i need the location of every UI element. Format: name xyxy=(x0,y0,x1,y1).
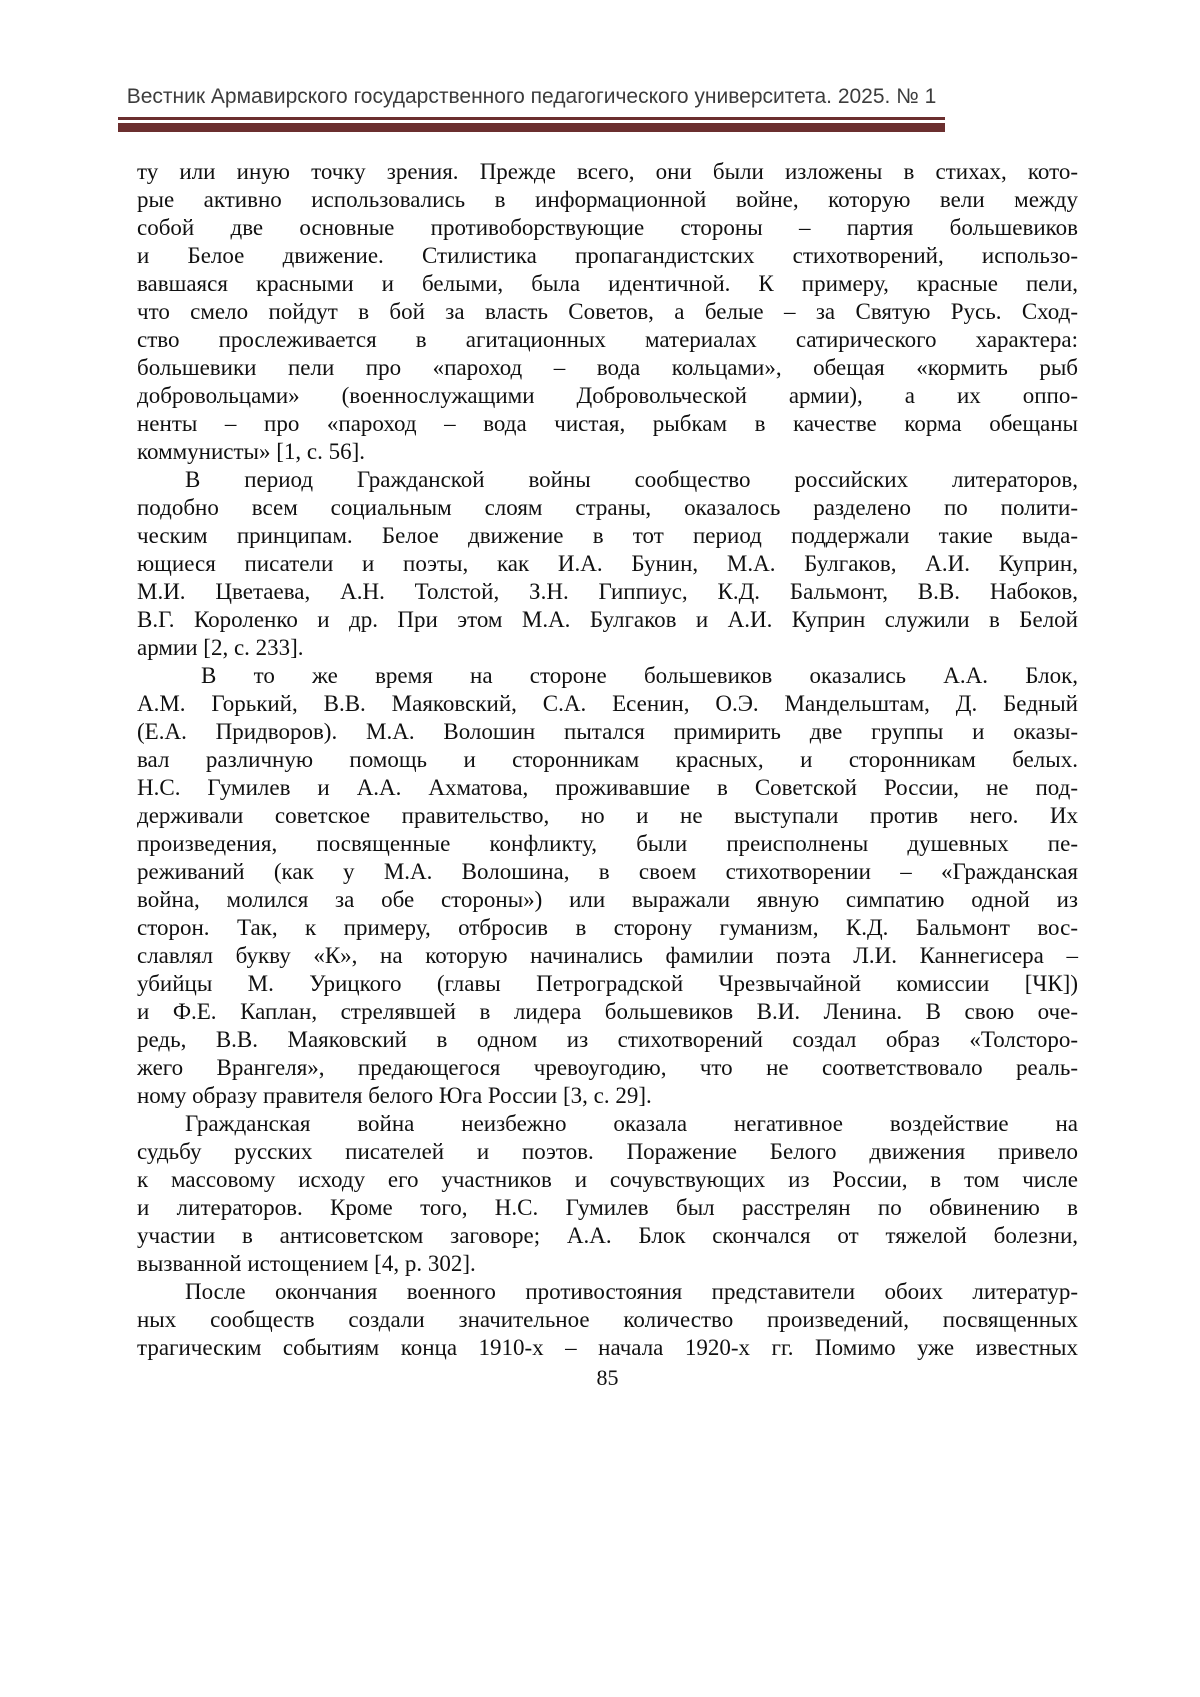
text-line: вавшаяся красными и белыми, была идентичной. К примеру, красные пели, xyxy=(137,271,1078,296)
text-line: славлял букву «К», на которую начинались фамилии поэта Л.И. Каннегисера – xyxy=(137,943,1078,968)
text-line: коммунисты» [1, с. 56]. xyxy=(137,439,366,464)
text-line: ческим принципам. Белое движение в тот период поддержали такие выда- xyxy=(137,523,1078,548)
text-line: ненты – про «пароход – вода чистая, рыбкам в качестве корма обещаны xyxy=(137,411,1078,436)
text-line: произведения, посвященные конфликту, были преисполнены душевных пе- xyxy=(137,831,1078,856)
text-line: добровольцами» (военнослужащими Добровольческой армии), а их оппо- xyxy=(137,383,1078,408)
header-rule xyxy=(118,117,945,132)
text-line: реживаний (как у М.А. Волошина, в своем стихотворении – «Гражданская xyxy=(137,859,1078,884)
text-line: что смело пойдут в бой за власть Советов, а белые – за Святую Русь. Сход- xyxy=(137,299,1078,324)
paragraph xyxy=(137,1110,1078,1278)
text-line: ство прослеживается в агитационных материалах сатирического характера: xyxy=(137,327,1078,352)
text-line: В период Гражданской войны сообщество российских литераторов, xyxy=(185,467,1078,492)
text-line: ту или иную точку зрения. Прежде всего, они были изложены в стихах, кото- xyxy=(137,159,1078,184)
text-line: После окончания военного противостояния представители обоих литератур- xyxy=(185,1279,1078,1304)
text-line: Гражданская война неизбежно оказала негативное воздействие на xyxy=(185,1111,1078,1136)
text-line: судьбу русских писателей и поэтов. Поражение Белого движения привело xyxy=(137,1139,1078,1164)
text-line: сторон. Так, к примеру, отбросив в сторону гуманизм, К.Д. Бальмонт вос- xyxy=(137,915,1078,940)
article-body xyxy=(137,158,1078,1362)
text-line: редь, В.В. Маяковский в одном из стихотворений создал образ «Толсторо- xyxy=(137,1027,1078,1052)
text-line: Н.С. Гумилев и А.А. Ахматова, проживавшие в Советской России, не под- xyxy=(137,775,1078,800)
text-line: рые активно использовались в информационной войне, которую вели между xyxy=(137,187,1078,212)
paragraph xyxy=(137,158,1078,466)
text-line: большевики пели про «пароход – вода кольцами», обещая «кормить рыб xyxy=(137,355,1078,380)
journal-running-head: Вестник Армавирского государственного педагогического университета. 2025. № 1 xyxy=(126,85,937,108)
text-line: и литераторов. Кроме того, Н.С. Гумилев был расстрелян по обвинению в xyxy=(137,1195,1078,1220)
paragraph xyxy=(137,662,1078,1110)
text-line: к массовому исходу его участников и сочувствующих из России, в том числе xyxy=(137,1167,1078,1192)
header-rule-thick-bar xyxy=(118,123,945,132)
text-line: подобно всем социальным слоям страны, оказалось разделено по полити- xyxy=(137,495,1078,520)
text-line: убийцы М. Урицкого (главы Петроградской Чрезвычайной комиссии [ЧК]) xyxy=(137,971,1078,996)
text-line: участии в антисоветском заговоре; А.А. Блок скончался от тяжелой болезни, xyxy=(137,1223,1078,1248)
text-line: держивали советское правительство, но и не выступали против него. Их xyxy=(137,803,1078,828)
paragraph xyxy=(137,466,1078,662)
text-line: жего Врангеля», предающегося чревоугодию, что не соответствовало реаль- xyxy=(137,1055,1078,1080)
text-line: армии [2, с. 233]. xyxy=(137,635,304,660)
text-line: М.И. Цветаева, А.Н. Толстой, З.Н. Гиппиус, К.Д. Бальмонт, В.В. Набоков, xyxy=(137,579,1078,604)
text-line: В то же время на стороне большевиков оказались А.А. Блок, xyxy=(201,663,1078,688)
text-line: и Ф.Е. Каплан, стрелявшей в лидера большевиков В.И. Ленина. В свою оче- xyxy=(137,999,1078,1024)
text-line: собой две основные противоборствующие стороны – партия большевиков xyxy=(137,215,1078,240)
text-line: война, молился за обе стороны») или выражали явную симпатию одной из xyxy=(137,887,1078,912)
page-number: 85 xyxy=(596,1365,619,1390)
text-line: и Белое движение. Стилистика пропагандистских стихотворений, использо- xyxy=(137,243,1078,268)
paragraph xyxy=(137,1278,1078,1362)
text-line: вызванной истощением [4, p. 302]. xyxy=(137,1251,476,1276)
text-line: трагическим событиям конца 1910-х – начала 1920-х гг. Помимо уже известных xyxy=(137,1335,1078,1360)
text-line: (Е.А. Придворов). М.А. Волошин пытался примирить две группы и оказы- xyxy=(137,719,1078,744)
text-line: ющиеся писатели и поэты, как И.А. Бунин, М.А. Булгаков, А.И. Куприн, xyxy=(137,551,1078,576)
text-line: ных сообществ создали значительное количество произведений, посвященных xyxy=(137,1307,1078,1332)
text-line: В.Г. Короленко и др. При этом М.А. Булгаков и А.И. Куприн служили в Белой xyxy=(137,607,1078,632)
text-line: ному образу правителя белого Юга России [3, с. 29]. xyxy=(137,1083,652,1108)
text-line: вал различную помощь и сторонникам красных, и сторонникам белых. xyxy=(137,747,1078,772)
text-line: А.М. Горький, В.В. Маяковский, С.А. Есенин, О.Э. Мандельштам, Д. Бедный xyxy=(137,691,1078,716)
